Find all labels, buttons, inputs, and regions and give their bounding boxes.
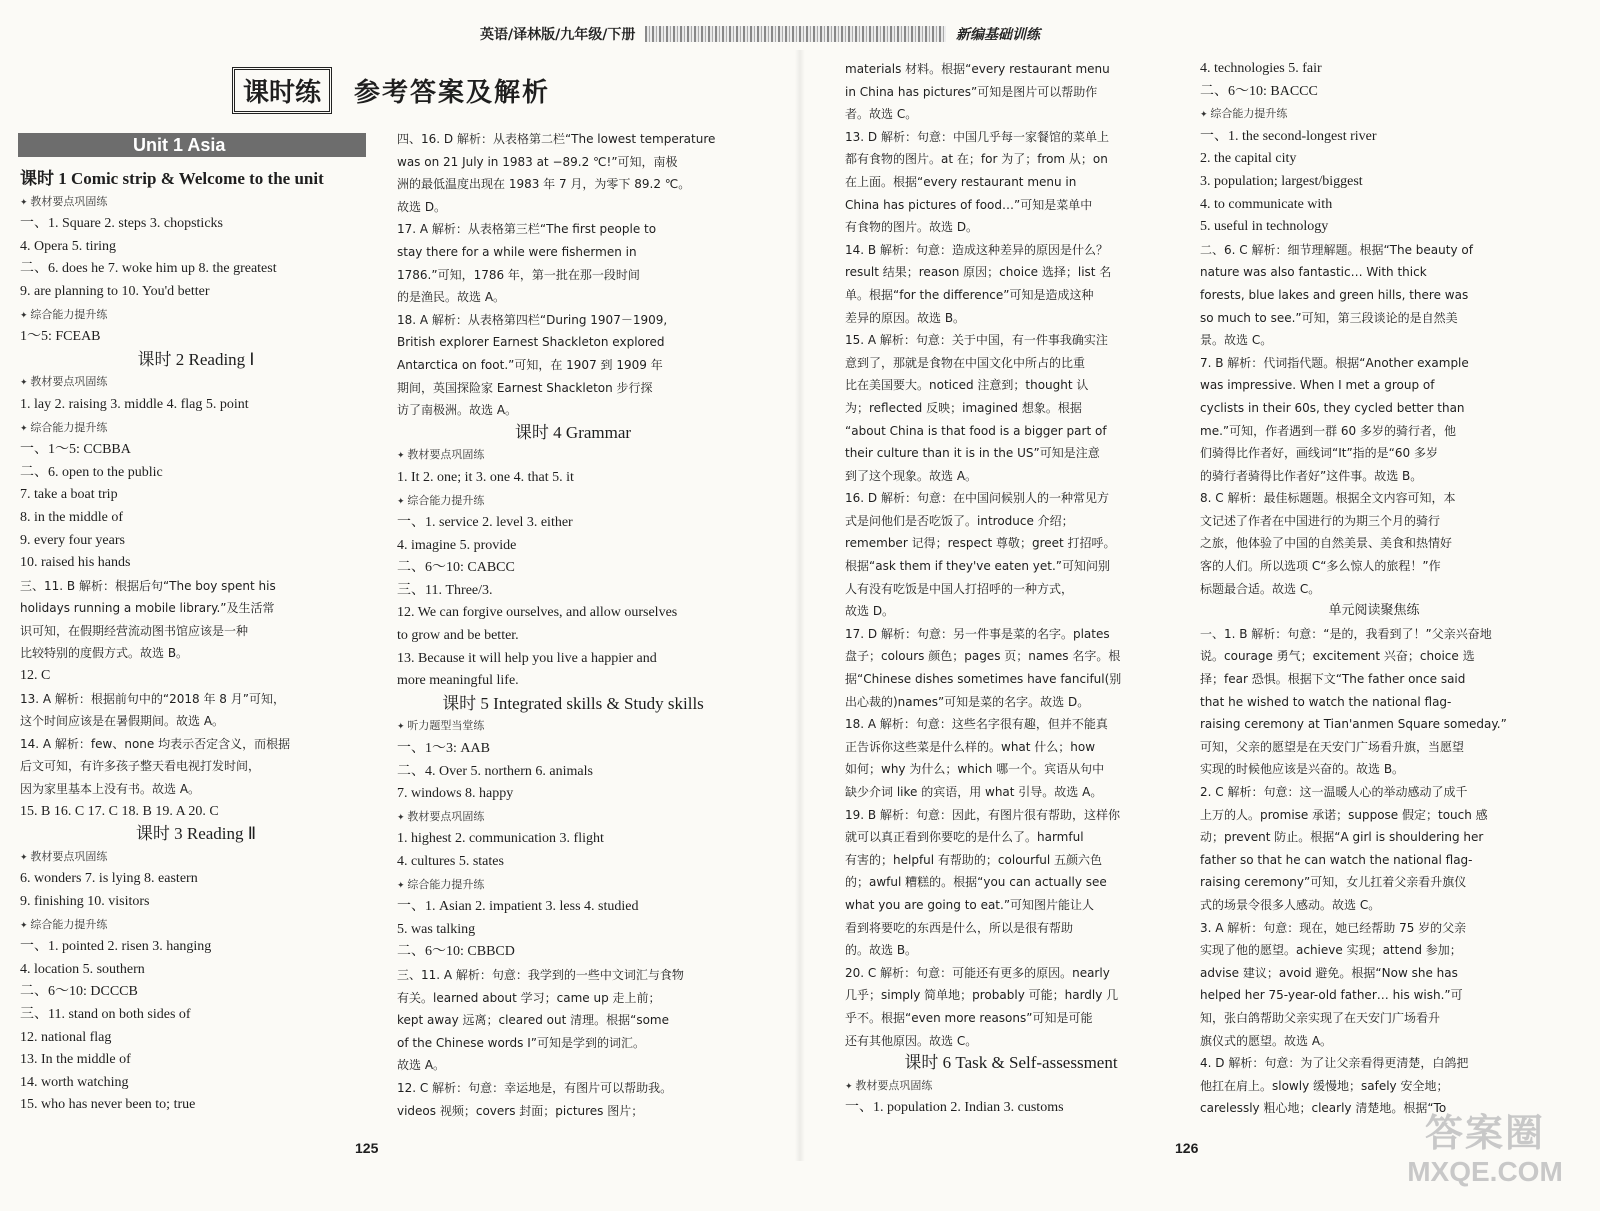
answer-line: 实现了他的愿望。achieve 实现；attend 参加； [1200, 943, 1462, 958]
answer-line: 上万的人。promise 承诺；suppose 假定；touch 感 [1200, 807, 1488, 822]
answer-line: 可知，父亲的愿望是在天安门广场看升旗，当愿望 [1200, 739, 1465, 754]
section-label: ✦ 教材要点巩固练 [845, 1075, 1177, 1098]
answer-line: 1. It 2. one; it 3. one 4. that 5. it [397, 469, 574, 485]
answer-line: 13. A 解析：根据前句中的“2018 年 8 月”可知， [20, 691, 285, 706]
answer-line: 文记述了作者在中国进行的为期三个月的骑行 [1200, 513, 1441, 528]
answer-line: 一、1. pointed 2. risen 3. hanging [20, 939, 212, 955]
answer-line: 8. C 解析：最佳标题题。根据全文内容可知，本 [1200, 491, 1456, 506]
answer-line: raising ceremony”可知，女儿扛着父亲看升旗仪 [1200, 875, 1467, 890]
answer-line: 12. C [20, 668, 51, 684]
answer-line: 的；awful 糟糕的。根据“you can actually see [845, 875, 1107, 890]
answer-line: 13. D 解析：句意：中国几乎每一家餐馆的菜单上 [845, 129, 1109, 144]
answer-line: 12. C 解析：句意：幸运地是，有图片可以帮助我。 [397, 1080, 673, 1095]
answer-line: kept away 远离；cleared out 清理。根据“some [397, 1013, 669, 1028]
answer-line: 18. A 解析：句意：这些名字很有趣，但并不能真 [845, 717, 1108, 732]
answer-line: 14. B 解析：句意：造成这种差异的原因是什么？ [845, 242, 1108, 257]
answer-line: forests, blue lakes and green hills, there was [1200, 287, 1469, 302]
answer-line: 就可以真正看到你要吃的是什么了。harmful [845, 830, 1084, 845]
answer-line: 5. useful in technology [1200, 219, 1329, 235]
answer-line: 9. every four years [20, 532, 125, 548]
answer-line: that he wished to watch the national flag- [1200, 694, 1452, 709]
answer-line: 故选 D。 [845, 604, 895, 619]
answer-line: 乎不。根据“even more reasons”可知是可能 [845, 1010, 1093, 1025]
lesson-heading: 课时 2 Reading Ⅰ [137, 349, 255, 369]
answer-line: 的骑行者骑得比作者好”这件事。故选 B。 [1200, 468, 1423, 483]
section-label: ✦ 听力题型当堂练 [397, 715, 749, 738]
answer-line: 2. the capital city [1200, 151, 1297, 167]
answer-line: 人有没有吃饭是中国人打招呼的一种方式， [845, 581, 1074, 596]
answer-line: 3. population; largest/biggest [1200, 173, 1363, 189]
column-2 [397, 128, 749, 1128]
unit-bar: Unit 1 Asia [18, 133, 366, 157]
watermark-top: 答案圈 [1424, 1113, 1545, 1155]
answer-line: 4. Opera 5. tiring [20, 238, 117, 254]
answer-line: so much to see.”可知，第三段谈论的是自然美 [1200, 310, 1458, 325]
answer-line: 根据“ask them if they've eaten yet.”可知问别 [845, 559, 1111, 574]
answer-line: 17. D 解析：句意：另一件事是菜的名字。plates [845, 626, 1110, 641]
answer-line: 洲的最低温度出现在 1983 年 7 月，为零下 89.2 ℃。 [397, 177, 691, 192]
answer-line: 一、1. service 2. level 3. either [397, 515, 573, 531]
section-label: ✦ 教材要点巩固练 [20, 191, 372, 214]
answer-line: 为；reflected 反映；imagined 想象。根据 [845, 400, 1082, 415]
answer-line: 一、1. B 解析：句意：“是的，我看到了！”父亲兴奋地 [1200, 626, 1492, 641]
answer-line: 4. imagine 5. provide [397, 537, 517, 553]
answer-line: nature was also fantastic… With thick [1200, 265, 1427, 280]
answer-line: holidays running a mobile library.”及生活常 [20, 601, 275, 616]
section-label: ✦ 教材要点巩固练 [397, 444, 749, 467]
answer-line: 有食物的图片。故选 D。 [845, 220, 979, 235]
answer-line: 知，张白鸽帮助父亲实现了在天安门广场看升 [1200, 1010, 1441, 1025]
answer-line: 5. was talking [397, 921, 476, 937]
answer-line: 识可知，在假期经营流动图书馆应该是一种 [20, 623, 249, 638]
answer-line: helped her 75-year-old father… his wish.”可 [1200, 988, 1463, 1003]
answer-line: 一、1. population 2. Indian 3. customs [845, 1100, 1064, 1116]
answer-line: 14. worth watching [20, 1074, 129, 1090]
answer-line: 比较特别的度假方式。故选 B。 [20, 646, 189, 661]
answer-line: advise 建议；avoid 避免。根据“Now she has [1200, 965, 1458, 980]
answer-line: 正告诉你这些菜是什么样的。what 什么；how [845, 739, 1096, 754]
watermark-bottom: MXQE.COM [1407, 1156, 1563, 1187]
answer-line: 式的场景令很多人感动。故选 C。 [1200, 897, 1381, 912]
answer-line: 二、6～10: CABCC [397, 560, 515, 576]
answer-line: 二、6～10: DCCCB [20, 984, 138, 1000]
answer-line: 客的人们。所以选项 C“多么惊人的旅程！”作 [1200, 559, 1441, 574]
answer-line: 择；fear 恐惧。根据下文“The father once said [1200, 672, 1466, 687]
answer-line: 12. We can forgive ourselves, and allow ourselves [397, 605, 678, 621]
answer-line: 期间，英国探险家 Earnest Shackleton 步行探 [397, 380, 653, 395]
answer-line: 单。根据“for the difference”可知是造成这种 [845, 287, 1094, 302]
lesson-heading: 课时 4 Grammar [514, 422, 632, 442]
answer-line: raising ceremony at Tian'anmen Square someday.” [1200, 717, 1507, 732]
answer-line: 6. wonders 7. is lying 8. eastern [20, 871, 198, 887]
page-title: 参考答案及解析 [354, 77, 551, 108]
answer-line: was on 21 July in 1983 at −89.2 ℃!”可知，南极 [397, 154, 678, 169]
answer-line: 式是问他们是否吃饭了。introduce 介绍； [845, 513, 1074, 528]
answer-line: carelessly 粗心地；clearly 清楚地。根据“To [1200, 1101, 1447, 1116]
answer-line: 16. D 解析：句意：在中国问候别人的一种常见方 [845, 491, 1109, 506]
answer-line: 19. B 解析：句意：因此，有图片很有帮助，这样你 [845, 807, 1120, 822]
answer-line: 13. In the middle of [20, 1052, 131, 1068]
answer-line: cyclists in their 60s, they cycled better than [1200, 400, 1465, 415]
page-number-right: 126 [1175, 1140, 1199, 1156]
answer-line: 动；prevent 防止。根据“A girl is shouldering her [1200, 830, 1484, 845]
answer-line: 看到将要吃的东西是什么，所以是很有帮助 [845, 920, 1074, 935]
answer-line: 一、1. Square 2. steps 3. chopsticks [20, 216, 223, 232]
answer-line: 的。故选 B。 [845, 943, 918, 958]
answer-line: 因为家里基本上没有书。故选 A。 [20, 782, 201, 797]
answer-line: 到了这个现象。故选 A。 [845, 468, 978, 483]
section-label: ✦ 教材要点巩固练 [397, 806, 749, 829]
answer-line: 13. Because it will help you live a happier and [397, 650, 657, 666]
answer-line: 20. C 解析：句意：可能还有更多的原因。nearly [845, 965, 1110, 980]
lesson-heading: 课时 6 Task & Self-assessment [904, 1053, 1118, 1073]
answer-line: 二、6～10: BACCC [1200, 83, 1318, 99]
answer-line: 4. technologies 5. fair [1200, 61, 1322, 76]
section-label: ✦ 综合能力提升练 [397, 490, 749, 513]
answer-line: 旗仪式的愿望。故选 A。 [1200, 1033, 1333, 1048]
book-series-label: 英语/译林版/九年级/下册 [480, 27, 636, 43]
answer-line: 缺少介词 like 的宾语，用 what 引导。故选 A。 [845, 785, 1103, 799]
answer-line: stay there for a while were fishermen in [397, 244, 637, 259]
section-label: ✦ 教材要点巩固练 [20, 371, 372, 394]
answer-line: remember 记得；respect 尊敬；greet 打招呼。 [845, 536, 1116, 551]
answer-line: 7. windows 8. happy [397, 786, 514, 802]
answer-line: 二、6. does he 7. woke him up 8. the greatest [20, 261, 277, 277]
answer-line: 15. who has never been to; true [20, 1097, 196, 1113]
answer-line: 9. are planning to 10. You'd better [20, 283, 210, 299]
header-decoration [645, 26, 946, 42]
answer-line: 二、4. Over 5. northern 6. animals [397, 763, 593, 779]
answer-line: 实现的时候他应该是兴奋的。故选 B。 [1200, 762, 1405, 777]
answer-line: 的是渔民。故选 A。 [397, 290, 506, 305]
watermark [1380, 1112, 1590, 1194]
answer-line: 们骑得比作者好，画线词“It”指的是“60 多岁 [1200, 446, 1438, 461]
section-label: ✦ 综合能力提升练 [20, 914, 372, 937]
answer-line: 12. national flag [20, 1029, 112, 1045]
section-label: ✦ 综合能力提升练 [20, 417, 372, 440]
answer-line: of the Chinese words I”可知是学到的词汇。 [397, 1035, 645, 1050]
answer-line: 出心裁的)names”可知是菜的名字。故选 D。 [845, 694, 1090, 709]
answer-line: 故选 A。 [397, 1058, 446, 1073]
column-3 [845, 58, 1177, 1128]
answer-line: 10. raised his hands [20, 555, 131, 571]
column-1 [20, 168, 372, 1128]
answer-line: “about China is that food is a bigger part of [845, 423, 1107, 438]
answer-line: 单元阅读聚焦练 [1328, 603, 1420, 619]
answer-line: 景。故选 C。 [1200, 333, 1273, 348]
answer-line: 一、1～5: CCBBA [20, 442, 131, 458]
page-number-left: 125 [355, 1140, 379, 1156]
answer-line: more meaningful life. [397, 673, 519, 689]
answer-line: 访了南极洲。故选 A。 [397, 403, 518, 418]
section-label: ✦ 综合能力提升练 [1200, 103, 1548, 126]
section-label: ✦ 教材要点巩固练 [20, 846, 372, 869]
lesson-heading: 课时 1 Comic strip & Welcome to the unit [20, 169, 324, 188]
answer-line: 14. A 解析：few、none 均表示否定含义，而根据 [20, 736, 291, 751]
answer-line: 17. A 解析：从表格第三栏“The first people to [397, 222, 657, 237]
answer-line: their culture than it is in the US”可知是注意 [845, 446, 1100, 461]
answer-line: 1. highest 2. communication 3. flight [397, 831, 604, 847]
banner-box-label: 课时练 [232, 67, 332, 114]
section-banner [232, 70, 550, 110]
answer-line: 1786.”可知，1786 年，第一批在那一段时间 [397, 267, 640, 282]
lesson-heading: 课时 3 Reading Ⅱ [135, 824, 257, 844]
answer-line: 差异的原因。故选 B。 [845, 310, 966, 325]
answer-line: 15. A 解析：句意：关于中国，有一件事我确实注 [845, 333, 1108, 348]
answer-line: 之旅，他体验了中国的自然美景、美食和热情好 [1200, 536, 1453, 551]
running-header [480, 23, 1040, 45]
answer-line: was impressive. When I met a group of [1200, 378, 1435, 393]
answer-line: Antarctica on foot.”可知，在 1907 到 1909 年 [397, 357, 663, 372]
answer-line: 盘子；colours 颜色；pages 页；names 名字。根 [845, 649, 1121, 664]
answer-line: to grow and be better. [397, 628, 519, 644]
answer-line: 后文可知，有许多孩子整天看电视打发时间， [20, 759, 261, 774]
answer-line: 故选 D。 [397, 199, 447, 214]
answer-line: 有关。learned about 学习；came up 走上前； [397, 990, 661, 1005]
answer-line: 有害的；helpful 有帮助的；colourful 五颜六色 [845, 852, 1103, 867]
answer-line: 7. B 解析：代词指代题。根据“Another example [1200, 355, 1469, 370]
answer-line: in China has pictures”可知是图片可以帮助作 [845, 84, 1098, 99]
answer-line: 他扛在肩上。slowly 缓慢地；safely 安全地； [1200, 1078, 1449, 1093]
answer-line: 在上面。根据“every restaurant menu in [845, 174, 1077, 189]
answer-line: 15. B 16. C 17. C 18. B 19. A 20. C [20, 803, 219, 819]
answer-line: 二、6. C 解析：细节理解题。根据“The beauty of [1200, 242, 1473, 257]
answer-line: 4. cultures 5. states [397, 854, 504, 869]
answer-line: 几乎；simply 简单地；probably 可能；hardly 几 [845, 988, 1119, 1003]
answer-line: 三、11. A 解析：句意：我学到的一些中文词汇与食物 [397, 967, 684, 982]
answer-line: 意到了，那就是食物在中国文化中所占的比重 [845, 355, 1086, 370]
answer-line: 据“Chinese dishes sometimes have fanciful(别 [845, 672, 1122, 687]
page-gutter [795, 50, 805, 1161]
answer-line: 一、1～3: AAB [397, 741, 490, 757]
answer-line: 三、11. Three/3. [397, 582, 493, 598]
answer-line: 还有其他原因。故选 C。 [845, 1033, 978, 1048]
answer-line: 1～5: FCEAB [20, 329, 101, 345]
answer-line: 三、11. stand on both sides of [20, 1006, 191, 1022]
brand-label: 新编基础训练 [956, 27, 1040, 43]
answer-line: 4. to communicate with [1200, 196, 1333, 212]
answer-line: 标题最合适。故选 C。 [1200, 581, 1321, 596]
answer-line: 二、6～10: CBBCD [397, 944, 515, 960]
answer-line: me.”可知，作者遇到一群 60 多岁的骑行者，他 [1200, 423, 1457, 438]
answer-line: 18. A 解析：从表格第四栏“During 1907－1909, [397, 312, 668, 327]
answer-line: 都有食物的图片。at 在；for 为了；from 从；on [845, 152, 1108, 167]
answer-line: 7. take a boat trip [20, 487, 118, 503]
answer-line: 这个时间应该是在暑假期间。故选 A。 [20, 714, 225, 729]
column-4 [1200, 58, 1548, 1128]
answer-line: 四、16. D 解析：从表格第二栏“The lowest temperature [397, 132, 716, 146]
answer-line: 如何；why 为什么；which 哪一个。宾语从句中 [845, 762, 1105, 777]
answer-line: 者。故选 C。 [845, 107, 918, 122]
lesson-heading: 课时 5 Integrated skills & Study skills [442, 693, 704, 713]
answer-line: 一、1. Asian 2. impatient 3. less 4. studied [397, 899, 639, 915]
answer-line: 二、6. open to the public [20, 464, 163, 480]
answer-line: 4. D 解析：句意：为了让父亲看得更清楚，白鸽把 [1200, 1056, 1469, 1071]
answer-line: result 结果；reason 原因；choice 选择；list 名 [845, 265, 1112, 280]
answer-line: father so that he can watch the national flag- [1200, 852, 1473, 867]
answer-line: 4. location 5. southern [20, 961, 145, 977]
answer-line: China has pictures of food…”可知是菜单中 [845, 197, 1093, 212]
answer-line: 三、11. B 解析：根据后句“The boy spent his [20, 578, 276, 593]
answer-line: 3. A 解析：句意：现在，她已经帮助 75 岁的父亲 [1200, 920, 1467, 935]
answer-line: 说。courage 勇气；excitement 兴奋；choice 选 [1200, 649, 1475, 664]
answer-line: 9. finishing 10. visitors [20, 894, 150, 909]
answer-line: 2. C 解析：句意：这一温暖人心的举动感动了成千 [1200, 785, 1468, 799]
section-label: ✦ 综合能力提升练 [397, 874, 749, 897]
answer-line: 8. in the middle of [20, 509, 124, 525]
answer-line: 比在美国要大。noticed 注意到；thought 认 [845, 378, 1089, 393]
answer-line: videos 视频；covers 封面；pictures 图片； [397, 1103, 644, 1118]
answer-line: materials 材料。根据“every restaurant menu [845, 62, 1110, 76]
answer-line: 1. lay 2. raising 3. middle 4. flag 5. point [20, 396, 249, 412]
answer-line: what you are going to eat.”可知图片能让人 [845, 897, 1095, 912]
section-label: ✦ 综合能力提升练 [20, 304, 372, 327]
answer-line: British explorer Earnest Shackleton explored [397, 335, 665, 350]
answer-line: 一、1. the second-longest river [1200, 128, 1377, 144]
